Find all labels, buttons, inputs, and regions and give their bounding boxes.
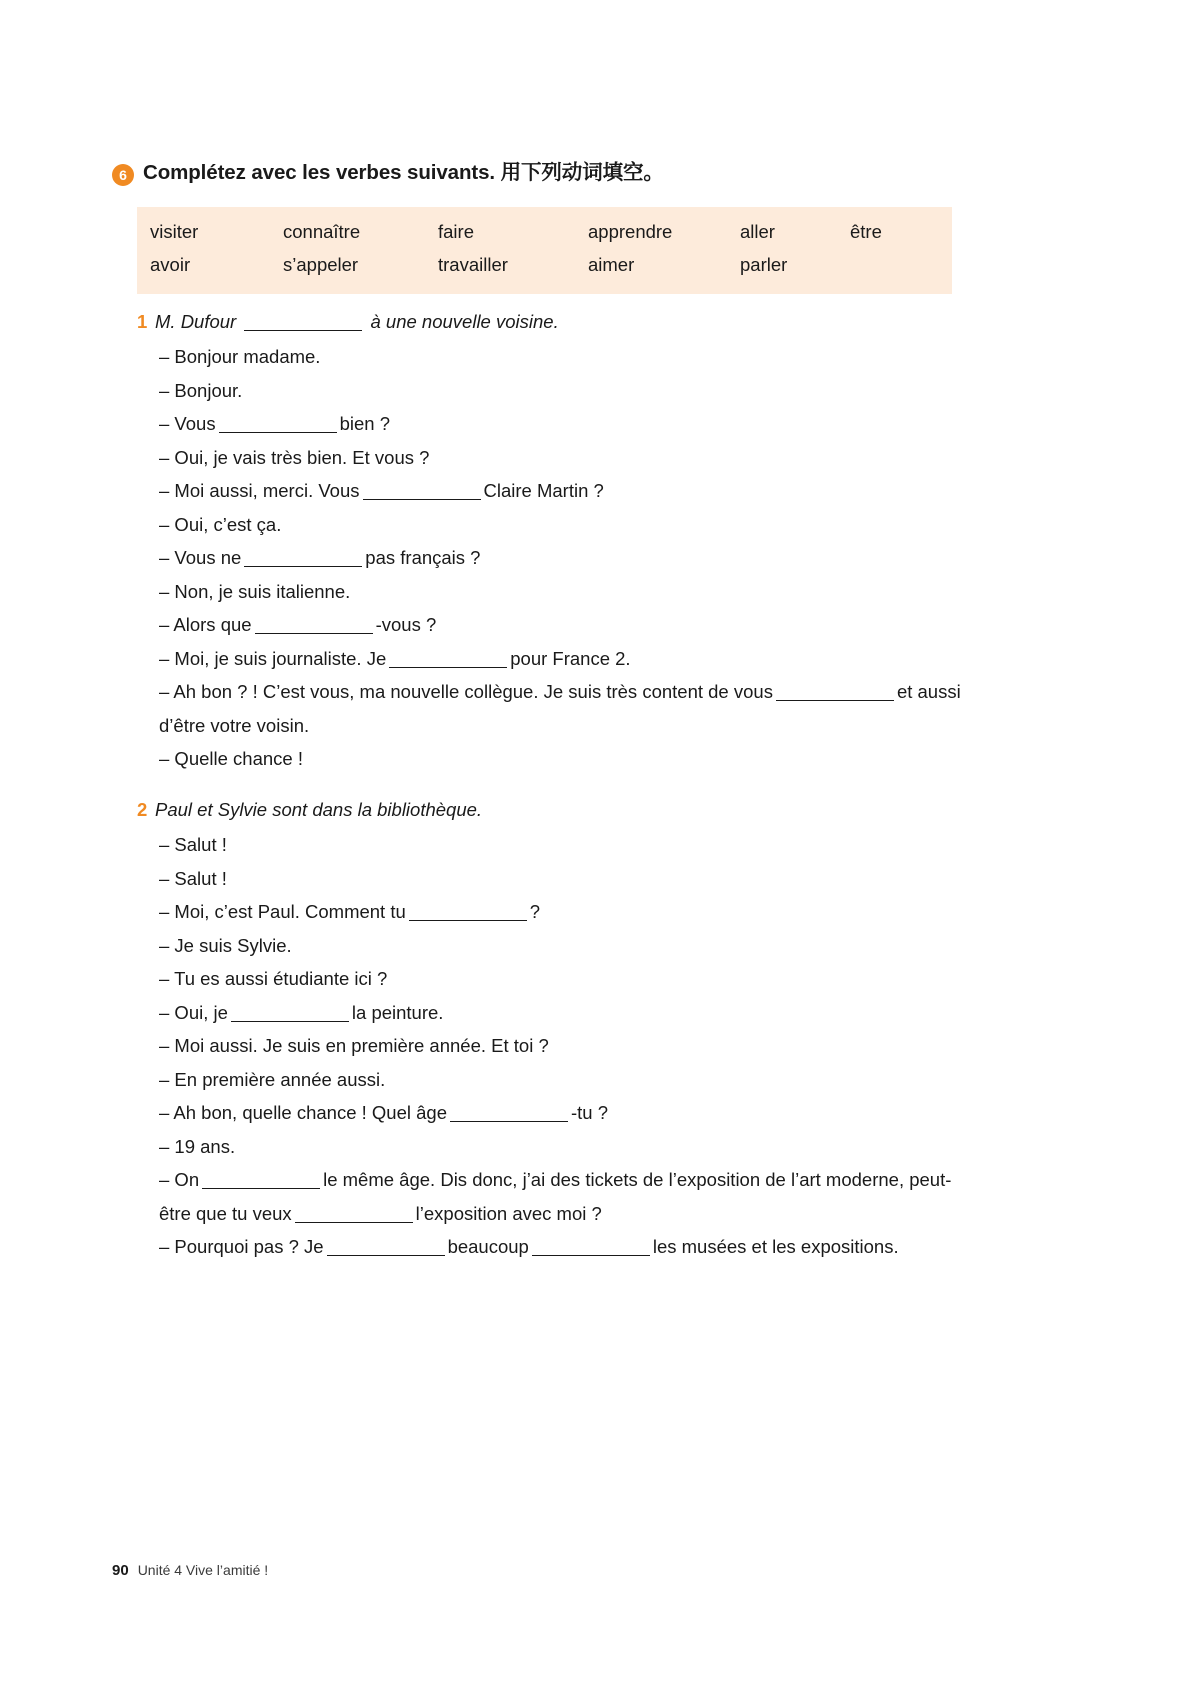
answer-blank[interactable]: [532, 1255, 650, 1256]
dialogue-line: [159, 474, 967, 508]
dialogue-line: [159, 374, 967, 408]
answer-blank[interactable]: [202, 1188, 320, 1189]
line-text-segment: – En première année aussi.: [159, 1068, 386, 1090]
dialogue-line: [159, 541, 967, 575]
line-text-segment: et aussi d’être votre voisin.: [159, 681, 961, 736]
line-text-segment: l’exposition avec moi ?: [415, 1202, 602, 1224]
dialogue-line: [159, 1230, 967, 1264]
dialogue-line-text: [159, 441, 967, 475]
dialogue-line-text: [159, 407, 967, 441]
line-text-segment: – Alors que: [159, 614, 252, 635]
dialogue-line-text: [159, 608, 967, 642]
dialogue-line: [159, 862, 967, 896]
answer-blank[interactable]: [244, 566, 362, 567]
dialogue-line-text: [159, 508, 967, 542]
line-text-segment: le même âge. Dis donc, j’ai des tickets de l’exposition de l’art moderne, peut-être que tu veux: [159, 1169, 952, 1224]
dialogue-line: [159, 996, 967, 1030]
dialogue-line: [159, 1063, 967, 1097]
word-bank-item: aller: [740, 221, 775, 242]
line-text-segment: – Moi, c’est Paul. Comment tu: [159, 901, 406, 922]
dialogue-line: [159, 1029, 967, 1063]
line-text-segment: – Quelle chance !: [159, 748, 303, 769]
dialogue-line: [159, 895, 967, 929]
footer-label: Unité 4 Vive l’amitié !: [137, 1562, 269, 1578]
answer-blank[interactable]: [295, 1222, 413, 1223]
answer-blank[interactable]: [244, 330, 362, 331]
dialogue-line-text: [159, 895, 967, 929]
dialogue-intro: M. Dufour à une nouvelle voisine.: [155, 311, 559, 332]
word-bank-item: être: [850, 221, 882, 242]
dialogue-line: [159, 608, 967, 642]
answer-blank[interactable]: [409, 920, 527, 921]
dialogue-line-text: [159, 1063, 967, 1097]
exercise-header: [112, 160, 664, 186]
word-bank-row-1: [137, 221, 952, 254]
dialogue-2: [137, 793, 967, 1264]
word-bank-item: connaître: [283, 221, 361, 242]
line-text-segment: – Bonjour.: [159, 379, 243, 401]
line-text-segment: – Bonjour madame.: [159, 346, 321, 367]
line-text-segment: – Oui, je: [159, 1001, 228, 1023]
dialogue-line-text: [159, 575, 967, 609]
dialogue-line: [159, 508, 967, 542]
dialogue-line: [159, 642, 967, 676]
dialogue-line: [159, 1130, 967, 1164]
dialogue-line-text: [159, 642, 967, 676]
line-text-segment: Claire Martin ?: [483, 480, 604, 501]
dialogue-index: 1: [137, 311, 148, 332]
word-bank-item: travailler: [438, 254, 508, 275]
dialogue-line: [159, 575, 967, 609]
dialogue-index: 2: [137, 799, 148, 820]
line-text-segment: – Vous ne: [159, 547, 242, 568]
line-text-segment: pas français ?: [365, 547, 481, 568]
word-bank-row-2: [137, 254, 952, 287]
dialogue-line: [159, 742, 967, 776]
dialogue-heading: [137, 305, 967, 339]
line-text-segment: – 19 ans.: [159, 1135, 236, 1157]
dialogue-lines: [159, 828, 967, 1264]
dialogue-line-text: [159, 1230, 967, 1264]
line-text-segment: – On: [159, 1169, 200, 1190]
dialogue-line: [159, 675, 967, 742]
line-text-segment: les musées et les expositions.: [652, 1236, 899, 1257]
answer-blank[interactable]: [776, 700, 894, 701]
dialogue-line: [159, 962, 967, 996]
dialogue-line: [159, 929, 967, 963]
dialogue-line-text: [159, 828, 967, 862]
line-text-segment: – Non, je suis italienne.: [159, 580, 351, 602]
line-text-segment: – Tu es aussi étudiante ici ?: [159, 968, 388, 989]
word-bank-item: visiter: [150, 221, 199, 242]
answer-blank[interactable]: [363, 499, 481, 500]
word-bank-item: apprendre: [588, 221, 673, 242]
answer-blank[interactable]: [219, 432, 337, 433]
dialogue-lines: [159, 340, 967, 776]
dialogue-line: [159, 1096, 967, 1130]
dialogue-line: [159, 1163, 967, 1230]
dialogue-line: [159, 441, 967, 475]
line-text-segment: – Oui, je vais très bien. Et vous ?: [159, 446, 430, 468]
line-text-segment: beaucoup: [447, 1236, 529, 1257]
answer-blank[interactable]: [255, 633, 373, 634]
line-text-segment: – Ah bon ? ! C’est vous, ma nouvelle collègue. Je suis très content de vous: [159, 681, 773, 702]
dialogue-line: [159, 407, 967, 441]
line-text-segment: la peinture.: [351, 1001, 444, 1023]
word-bank-item: aimer: [588, 254, 635, 275]
dialogue-line-text: [159, 962, 967, 996]
answer-blank[interactable]: [450, 1121, 568, 1122]
line-text-segment: -tu ?: [571, 1102, 609, 1123]
dialogue-line-text: [159, 541, 967, 575]
answer-blank[interactable]: [231, 1021, 349, 1022]
line-text-segment: – Vous: [159, 413, 216, 434]
dialogue-line-text: [159, 1029, 967, 1063]
word-bank-item: parler: [740, 254, 788, 275]
line-text-segment: – Oui, c’est ça.: [159, 513, 282, 535]
line-text-segment: – Moi, je suis journaliste. Je: [159, 647, 387, 669]
line-text-segment: -vous ?: [375, 614, 437, 635]
line-text-segment: pour France 2.: [510, 647, 631, 669]
line-text-segment: bien ?: [339, 413, 390, 434]
dialogue-line-text: [159, 996, 967, 1030]
line-text-segment: ?: [529, 901, 541, 922]
dialogue-line-text: [159, 862, 967, 896]
line-text-segment: – Moi aussi, merci. Vous: [159, 480, 360, 501]
dialogue-line-text: [159, 1163, 967, 1230]
word-bank: [137, 207, 952, 294]
line-text-segment: – Pourquoi pas ? Je: [159, 1236, 324, 1257]
exercise-title: Complétez avec les verbes suivants. 用下列动词填空。: [143, 161, 664, 184]
line-text-segment: – Ah bon, quelle chance ! Quel âge: [159, 1102, 447, 1123]
dialogue-line-text: [159, 675, 967, 742]
dialogue-1: [137, 305, 967, 776]
page-number: 90: [112, 1562, 129, 1579]
dialogue-heading: [137, 793, 967, 827]
line-text-segment: – Je suis Sylvie.: [159, 934, 292, 956]
dialogue-intro: Paul et Sylvie sont dans la bibliothèque.: [155, 799, 483, 820]
word-bank-item: s’appeler: [283, 254, 359, 275]
dialogue-line: [159, 340, 967, 374]
line-text-segment: – Salut !: [159, 867, 227, 889]
dialogue-line-text: [159, 374, 967, 408]
line-text-segment: – Salut !: [159, 834, 227, 855]
word-bank-item: avoir: [150, 254, 191, 275]
exercise-number-badge: 6: [112, 164, 134, 186]
dialogue-line-text: [159, 474, 967, 508]
line-text-segment: – Moi aussi. Je suis en première année. Et toi ?: [159, 1035, 549, 1056]
dialogue-line-text: [159, 1096, 967, 1130]
dialogue-line: [159, 828, 967, 862]
dialogue-line-text: [159, 929, 967, 963]
answer-blank[interactable]: [327, 1255, 445, 1256]
dialogue-line-text: [159, 1130, 967, 1164]
dialogue-line-text: [159, 340, 967, 374]
dialogue-line-text: [159, 742, 967, 776]
answer-blank[interactable]: [389, 667, 507, 668]
word-bank-item: faire: [438, 221, 474, 242]
page-footer: [112, 1562, 268, 1579]
